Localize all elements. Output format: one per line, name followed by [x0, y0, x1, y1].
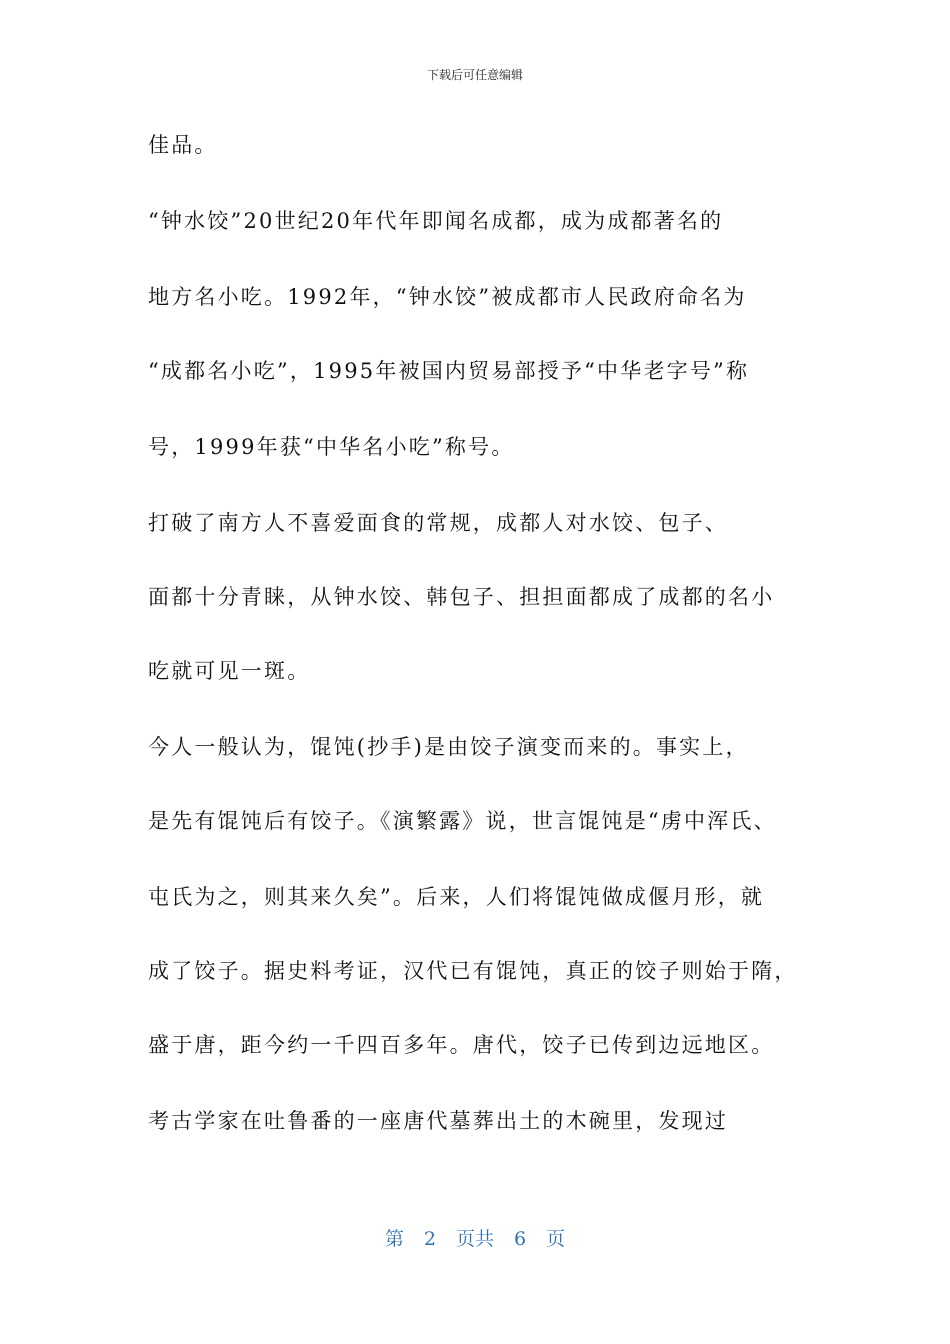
- page-footer: [0, 1224, 950, 1251]
- page-header: 下载后可任意编辑: [426, 68, 523, 82]
- body-line: “钟水饺”20世纪20年代年即闻名成都，成为成都著名的: [148, 209, 724, 233]
- body-line: 地方名小吃。1992年，“钟水饺”被成都市人民政府命名为: [148, 285, 747, 309]
- body-line: 打破了南方人不喜爱面食的常规，成都人对水饺、包子、: [148, 511, 728, 535]
- body-line: 盛于唐，距今约一千四百多年。唐代，饺子已传到边远地区。: [148, 1033, 775, 1057]
- body-line: 屯氏为之，则其来久矣”。后来，人们将馄饨做成偃月形，就: [148, 885, 765, 909]
- footer-total-pages: 6: [514, 1228, 527, 1250]
- body-line: 面都十分青睐，从钟水饺、韩包子、担担面都成了成都的名小: [148, 585, 775, 609]
- body-line: “成都名小吃”，1995年被国内贸易部授予“中华老字号”称: [148, 359, 750, 383]
- body-line: 佳品。: [148, 133, 218, 157]
- body-line: 成了饺子。据史料考证，汉代已有馄饨，真正的饺子则始于隋，: [148, 959, 798, 983]
- body-line: 考古学家在吐鲁番的一座唐代墓葬出土的木碗里，发现过: [148, 1109, 728, 1133]
- body-line: 吃就可见一斑。: [148, 659, 311, 683]
- footer-current-page: 2: [423, 1228, 436, 1250]
- body-line: 是先有馄饨后有饺子。《演繁露》说，世言馄饨是“虏中浑氏、: [148, 809, 777, 833]
- footer-mid: 页共: [455, 1228, 494, 1250]
- footer-prefix: 第: [384, 1228, 404, 1250]
- body-line: 今人一般认为，馄饨(抄手)是由饺子演变而来的。事实上，: [148, 735, 749, 759]
- body-line: 号，1999年获“中华名小吃”称号。: [148, 435, 515, 459]
- footer-suffix: 页: [546, 1228, 566, 1250]
